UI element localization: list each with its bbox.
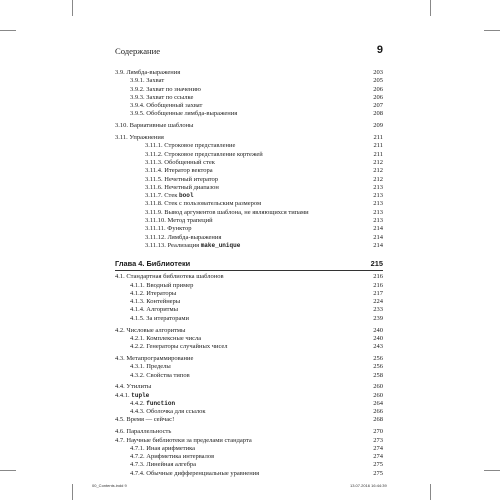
- toc-entry-title: [130, 453, 214, 461]
- toc-entry: [115, 176, 383, 184]
- toc-entry-text: 3.11.3. Обобщенный стек: [145, 158, 215, 166]
- toc-entry-page: 270: [373, 428, 383, 436]
- toc-entry-title: [115, 134, 164, 142]
- toc-entry-text: 3.11.9. Вывод аргументов шаблона, не являющихся типами: [145, 208, 309, 216]
- toc-entry-page: 214: [373, 225, 383, 233]
- toc-entry: [115, 69, 383, 77]
- toc-entry-title: [115, 428, 171, 436]
- toc-entry-title: [130, 282, 193, 290]
- toc-entry: [115, 445, 383, 453]
- toc-entry-title: [145, 159, 215, 167]
- crop-mark: [0, 30, 16, 31]
- toc-entry-title: [130, 470, 259, 478]
- toc-entry-page: 214: [373, 233, 383, 241]
- toc-entry-page: 212: [373, 158, 383, 166]
- toc-entry-title: [130, 363, 171, 371]
- toc-entry: [115, 122, 383, 130]
- toc-entry: [115, 315, 383, 323]
- toc-entry-page: 264: [373, 399, 383, 407]
- toc-entry-title: [130, 335, 201, 343]
- toc-entry-title: [115, 416, 174, 424]
- toc-entry-page: 273: [373, 436, 383, 444]
- toc-entry: [115, 372, 383, 380]
- toc-entry-text: 3.11.13. Реализация: [145, 241, 201, 249]
- toc-entry: [115, 306, 383, 314]
- toc-entry: [115, 94, 383, 102]
- toc-entry-page: 213: [373, 217, 383, 225]
- toc-entry: [115, 290, 383, 298]
- toc-entry: [115, 234, 383, 242]
- toc-entry-title: [115, 273, 224, 281]
- toc-entry-text: 3.11.5. Нечетный итератор: [145, 175, 219, 183]
- toc-entry: [115, 225, 383, 233]
- toc-entry: [115, 151, 383, 159]
- toc-entry-title: [145, 234, 221, 242]
- toc-entry: [115, 408, 383, 416]
- crop-mark: [72, 484, 73, 500]
- toc-entry-page: 213: [373, 208, 383, 216]
- toc-entry: [115, 273, 383, 281]
- toc-entry-page: 224: [373, 298, 383, 306]
- table-of-contents: [115, 69, 383, 478]
- toc-entry: [115, 142, 383, 150]
- toc-entry-page: 217: [373, 289, 383, 297]
- chapter-rule: [115, 270, 383, 271]
- toc-entry-title: [130, 290, 176, 298]
- toc-entry-title: [145, 209, 309, 217]
- toc-entry-title: [145, 200, 261, 208]
- toc-entry-title: [130, 445, 195, 453]
- toc-entry-page: 268: [373, 416, 383, 424]
- toc-entry: [115, 86, 383, 94]
- toc-entry-page: 260: [373, 391, 383, 399]
- toc-entry-page: 216: [373, 273, 383, 281]
- toc-entry-title: [115, 355, 193, 363]
- toc-entry: [115, 282, 383, 290]
- toc-entry-title: [145, 217, 213, 225]
- crop-mark: [484, 30, 500, 31]
- toc-entry-text: 3.11.4. Итератор вектора: [145, 167, 213, 175]
- toc-entry-page: 212: [373, 167, 383, 175]
- toc-entry-code: bool: [179, 192, 194, 200]
- footer-slug-left: 00_Contents.indd 9: [92, 483, 127, 488]
- toc-entry-code: make_unique: [200, 241, 241, 249]
- toc-entry-page: 211: [373, 134, 383, 142]
- toc-entry-page: 213: [373, 183, 383, 191]
- toc-entry: [115, 200, 383, 208]
- toc-entry-text: 3.9.2. Захват по значению: [130, 85, 201, 93]
- toc-entry-text: 4.3.1. Пределы: [130, 363, 171, 371]
- toc-entry-title: [145, 184, 219, 192]
- toc-entry-text: 3.9.4. Обобщенный захват: [130, 102, 203, 110]
- toc-entry-title: [130, 110, 237, 118]
- toc-entry: [115, 102, 383, 110]
- toc-entry-text: 4.7.4. Обычные дифференциальные уравнения: [130, 469, 260, 477]
- toc-entry-page: 233: [373, 306, 383, 314]
- toc-entry-page: 215: [370, 259, 383, 269]
- toc-entry-page: 209: [373, 122, 383, 130]
- toc-entry: [115, 327, 383, 335]
- toc-entry: [115, 110, 383, 118]
- toc-entry-title: [130, 306, 178, 314]
- toc-entry-text: 4.6. Параллельность: [115, 428, 172, 436]
- toc-entry-text: 4.2.2. Генераторы случайных чисел: [130, 343, 228, 351]
- toc-entry-page: 275: [373, 469, 383, 477]
- toc-entry-title: [130, 372, 190, 380]
- crop-mark: [430, 0, 431, 16]
- toc-entry-page: 203: [373, 69, 383, 76]
- toc-entry-page: 256: [373, 354, 383, 362]
- toc-entry: [115, 437, 383, 445]
- toc-entry-text: 3.11.10. Метод трапеций: [145, 217, 213, 225]
- toc-entry: [115, 167, 383, 175]
- toc-entry-text: 4.1.3. Контейнеры: [130, 298, 181, 306]
- crop-mark: [430, 484, 431, 500]
- toc-entry-title: [130, 86, 201, 94]
- toc-entry: [115, 159, 383, 167]
- toc-entry-text: 3.11.7. Стек: [145, 192, 180, 200]
- toc-entry-title: [115, 122, 193, 130]
- toc-entry-title: [115, 437, 252, 445]
- toc-entry: [115, 383, 383, 391]
- toc-entry-title: [145, 176, 218, 184]
- toc-entry-title: [145, 151, 263, 159]
- toc-entry: [115, 461, 383, 469]
- toc-entry-text: 4.1.5. За итераторами: [130, 314, 189, 322]
- toc-entry-title: [145, 242, 240, 250]
- toc-entry-page: 274: [373, 444, 383, 452]
- toc-entry-page: 275: [373, 461, 383, 469]
- toc-entry-text: 3.11. Упражнения: [115, 134, 164, 142]
- toc-entry-text: 4.4. Утилиты: [115, 383, 152, 391]
- header-title: Содержание: [115, 46, 161, 56]
- toc-entry-title: [130, 94, 193, 102]
- toc-entry: [115, 298, 383, 306]
- toc-entry-page: 207: [373, 102, 383, 110]
- toc-entry-text: 3.9.5. Обобщенные лямбда-выражения: [130, 110, 238, 118]
- toc-entry-page: 240: [373, 334, 383, 342]
- toc-entry-title: [130, 400, 175, 408]
- toc-entry-text: 4.3. Метапрограммирование: [115, 354, 194, 362]
- crop-mark: [0, 470, 16, 471]
- toc-entry-page: 213: [373, 192, 383, 200]
- toc-entry: [115, 209, 383, 217]
- toc-entry-title: [145, 225, 191, 233]
- toc-entry-text: 4.1.4. Алгоритмы: [130, 306, 178, 314]
- toc-entry-text: 4.7. Научные библиотеки за пределами стандарта: [115, 436, 252, 444]
- toc-entry-text: 4.3.2. Свойства типов: [130, 371, 190, 379]
- toc-entry: [115, 355, 383, 363]
- toc-entry-title: [115, 258, 190, 269]
- toc-entry-text: 4.7.3. Линейная алгебра: [130, 461, 197, 469]
- toc-entry-title: [115, 383, 151, 391]
- toc-entry: [115, 134, 383, 142]
- toc-entry-page: 266: [373, 408, 383, 416]
- toc-entry: [115, 335, 383, 343]
- toc-entry-text: 3.11.6. Нечетный диапазон: [145, 183, 219, 191]
- toc-entry-title: [130, 343, 228, 351]
- toc-entry-page: 211: [373, 150, 383, 158]
- toc-entry-title: [115, 327, 185, 335]
- toc-entry-text: 3.9.1. Захват: [130, 77, 165, 85]
- toc-entry-page: 256: [373, 363, 383, 371]
- toc-entry-text: 4.5. Время — сейчас!: [115, 416, 175, 424]
- toc-entry-text: 3.11.12. Лямбда-выражения: [145, 233, 222, 241]
- running-header: [115, 46, 383, 60]
- toc-entry-page: 206: [373, 93, 383, 101]
- toc-entry: [115, 343, 383, 351]
- toc-entry-text: 4.2. Числовые алгоритмы: [115, 326, 186, 334]
- toc-entry-title: [145, 142, 235, 150]
- toc-entry: [115, 470, 383, 478]
- toc-entry-title: [145, 192, 193, 200]
- toc-entry-text: 3.11.11. Функтор: [145, 225, 192, 233]
- toc-entry-text: 3.9.3. Захват по ссылке: [130, 93, 194, 101]
- toc-entry-page: 260: [373, 383, 383, 391]
- toc-entry-title: [130, 461, 196, 469]
- toc-entry-page: 239: [373, 314, 383, 322]
- toc-entry: [115, 217, 383, 225]
- toc-entry: [115, 184, 383, 192]
- toc-entry-text: 3.10. Вариативные шаблоны: [115, 122, 194, 130]
- toc-entry-text: Глава 4. Библиотеки: [115, 259, 191, 269]
- toc-entry-page: 258: [373, 371, 383, 379]
- toc-entry-text: 3.11.2. Строковое представление кортежей: [145, 150, 263, 158]
- toc-entry-text: 4.1.2. Итераторы: [130, 289, 177, 297]
- toc-entry-title: [115, 69, 180, 77]
- toc-entry-code: tuple: [131, 391, 150, 399]
- toc-entry-text: 3.9. Лямбда-выражения: [115, 69, 181, 76]
- toc-entry-code: function: [146, 399, 176, 407]
- toc-entry: [115, 363, 383, 371]
- toc-entry-text: 3.11.1. Строковое представление: [145, 142, 236, 150]
- toc-entry-page: 206: [373, 85, 383, 93]
- footer-slug-right: 13.07.2016 16:44:39: [350, 483, 387, 488]
- toc-entry-text: 4.7.2. Арифметика интервалов: [130, 453, 215, 461]
- toc-entry: [115, 192, 383, 200]
- toc-entry-title: [130, 408, 206, 416]
- toc-chapter-heading: [115, 258, 383, 269]
- toc-entry-text: 4.4.1.: [115, 391, 132, 399]
- toc-entry-page: 213: [373, 200, 383, 208]
- toc-entry-text: 4.2.1. Комплексные числа: [130, 334, 202, 342]
- toc-entry-text: 4.4.2.: [130, 399, 147, 407]
- toc-entry: [115, 416, 383, 424]
- header-page-number: 9: [376, 44, 383, 56]
- toc-entry: [115, 428, 383, 436]
- toc-entry-page: 211: [373, 142, 383, 150]
- toc-entry-text: 4.4.3. Оболочка для ссылок: [130, 408, 206, 416]
- crop-mark: [72, 0, 73, 16]
- toc-entry-title: [130, 77, 164, 85]
- toc-entry-text: 4.1.1. Вводный пример: [130, 281, 194, 289]
- toc-entry-page: 274: [373, 453, 383, 461]
- toc-entry: [115, 400, 383, 408]
- toc-entry-title: [130, 298, 180, 306]
- toc-entry-title: [130, 102, 202, 110]
- toc-entry-text: 3.11.8. Стек с пользовательским размером: [145, 200, 262, 208]
- toc-entry-page: 208: [373, 110, 383, 118]
- toc-entry-text: 4.1. Стандартная библиотека шаблонов: [115, 273, 224, 281]
- toc-entry: [115, 77, 383, 85]
- toc-entry: [115, 392, 383, 400]
- toc-entry-title: [145, 167, 213, 175]
- toc-entry-page: 214: [373, 241, 383, 249]
- toc-entry-title: [130, 315, 189, 323]
- toc-entry-page: 243: [373, 343, 383, 351]
- toc-entry: [115, 242, 383, 250]
- crop-mark: [484, 470, 500, 471]
- toc-entry-page: 216: [373, 281, 383, 289]
- toc-entry-page: 212: [373, 175, 383, 183]
- toc-entry: [115, 453, 383, 461]
- toc-entry-title: [115, 392, 149, 400]
- toc-entry-page: 205: [373, 77, 383, 85]
- toc-entry-text: 4.7.1. Иная арифметика: [130, 444, 196, 452]
- toc-entry-page: 240: [373, 326, 383, 334]
